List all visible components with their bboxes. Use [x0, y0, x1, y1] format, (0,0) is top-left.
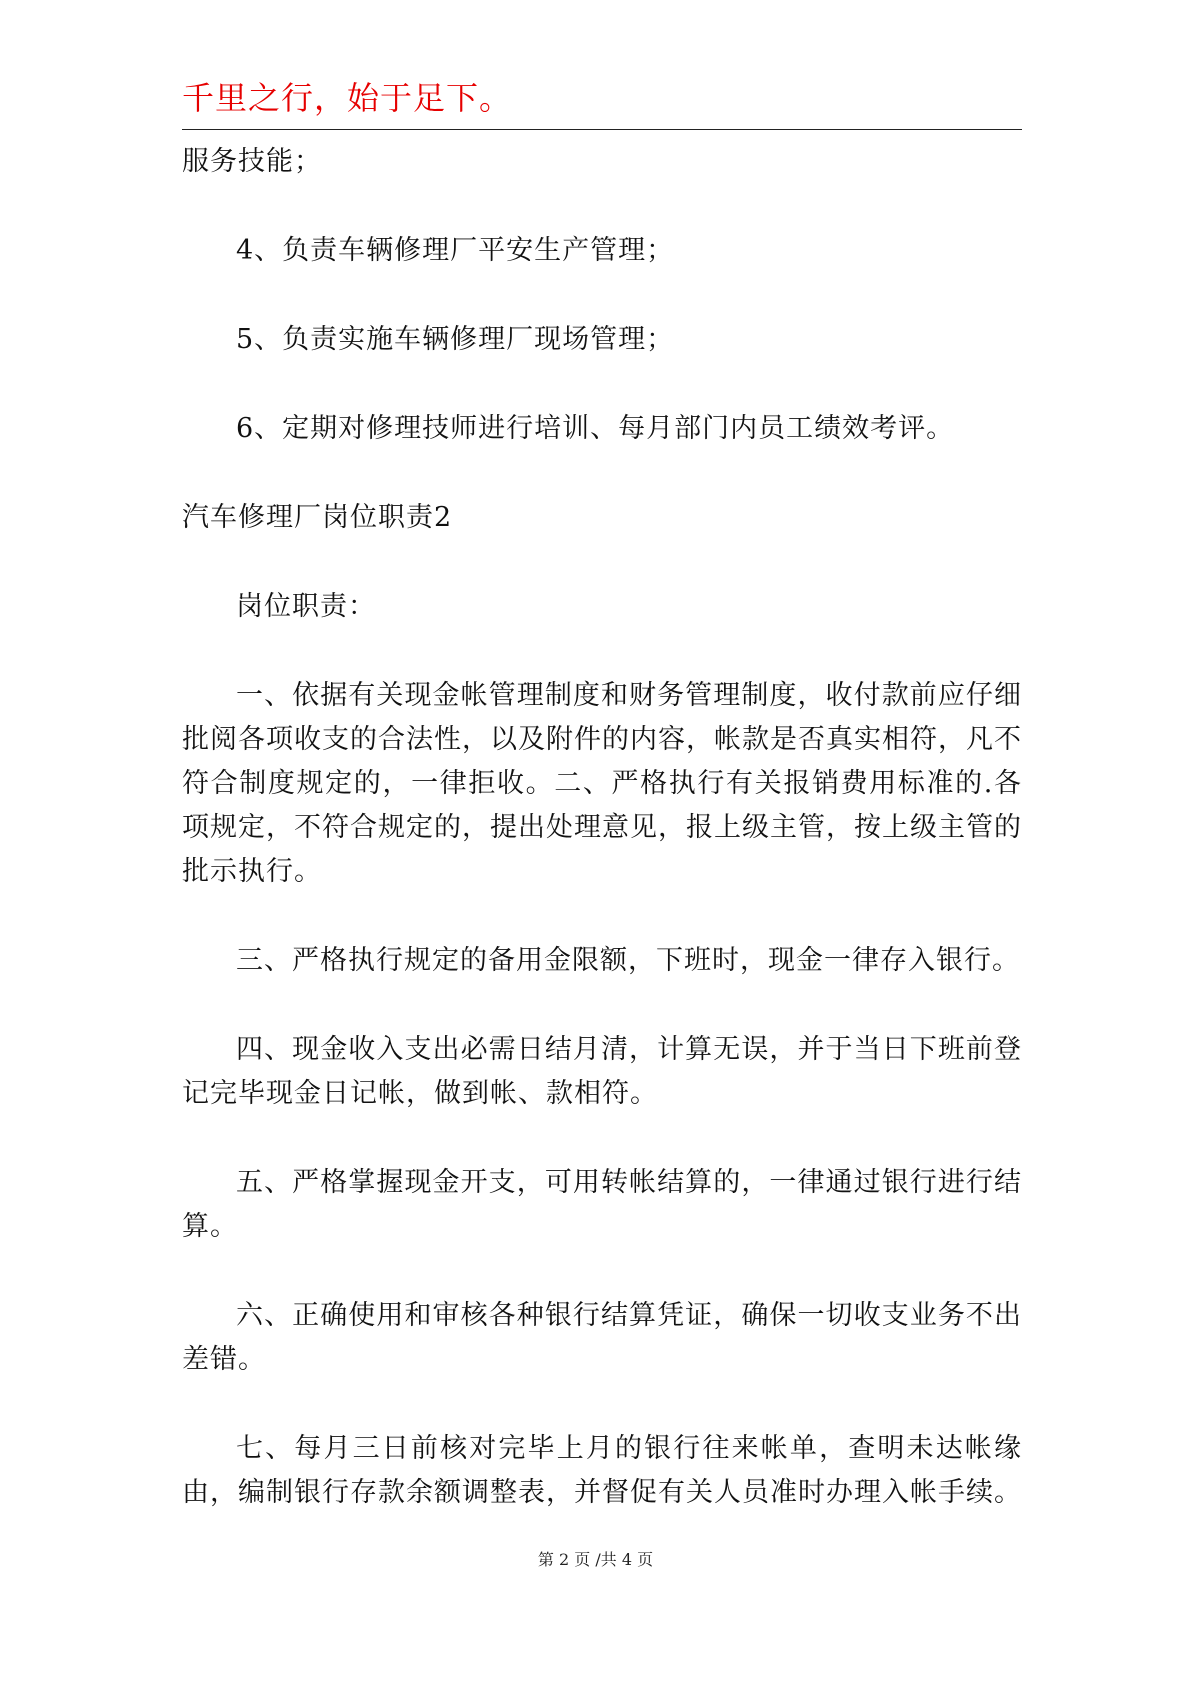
- document-body: [182, 140, 1022, 1560]
- page-header: [182, 72, 1022, 124]
- section-title: 汽车修理厂岗位职责2: [182, 502, 453, 533]
- list-item-4: 4、负责车辆修理厂平安生产管理；: [236, 235, 675, 266]
- header-motto: 千里之行，始于足下。: [182, 79, 513, 117]
- paragraph-continuation: 服务技能；: [182, 146, 322, 177]
- duty-item-4: 四、现金收入支出必需日结月清，计算无误，并于当日下班前登记完毕现金日记帐，做到帐、款相符。: [182, 1034, 1022, 1109]
- list-item-6: 6、定期对修理技师进行培训、每月部门内员工绩效考评。: [236, 413, 955, 444]
- duty-item-5: 五、严格掌握现金开支，可用转帐结算的，一律通过银行进行结算。: [182, 1167, 1022, 1242]
- duty-item-6: 六、正确使用和审核各种银行结算凭证，确保一切收支业务不出差错。: [182, 1300, 1022, 1375]
- list-item-5: 5、负责实施车辆修理厂现场管理；: [236, 324, 675, 355]
- duty-item-3: 三、严格执行规定的备用金限额，下班时，现金一律存入银行。: [236, 945, 1020, 976]
- section-subtitle: 岗位职责：: [236, 591, 376, 622]
- header-divider: [182, 129, 1022, 130]
- duty-item-1-2: 一、依据有关现金帐管理制度和财务管理制度，收付款前应仔细批阅各项收支的合法性，以及附件的内容，帐款是否真实相符，凡不符合制度规定的，一律拒收。二、严格执行有关报销费用标准的.各项规定，不符合规定的，提出处理意见，报上级主管，按上级主管的批示执行。: [182, 680, 1022, 887]
- duty-item-7: 七、每月三日前核对完毕上月的银行往来帐单，查明未达帐缘由，编制银行存款余额调整表，并督促有关人员准时办理入帐手续。: [182, 1433, 1022, 1508]
- page-number: 第 2 页 /共 4 页: [537, 1550, 654, 1569]
